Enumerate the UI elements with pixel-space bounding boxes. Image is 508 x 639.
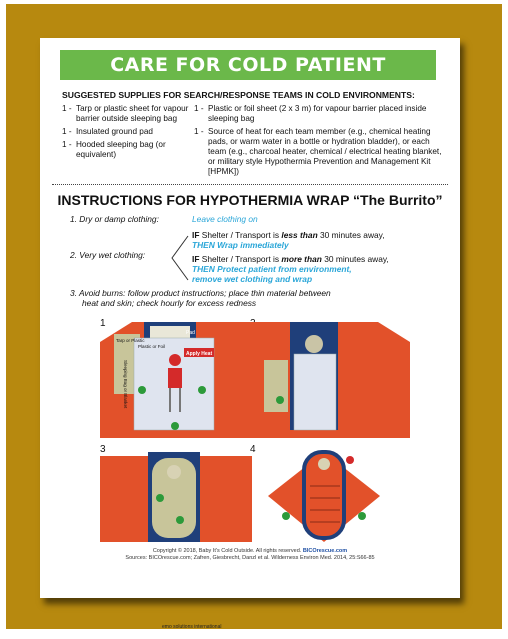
svg-text:Sleeping Bag or Blanket: Sleeping Bag or Blanket: [123, 360, 128, 409]
patient-torso: [168, 368, 182, 388]
step3-line2: heat and skin; check hourly for excess redness: [82, 298, 257, 308]
step1-action: Leave clothing on: [192, 214, 258, 224]
step2-label: 2. Very wet clothing:: [70, 250, 146, 260]
arrow-badge: [282, 512, 290, 520]
supply-item: 1 - Plastic or foil sheet (2 x 3 m) for vapour barrier placed inside sleeping bag: [194, 104, 427, 123]
site-link: BICOrescue.com: [302, 548, 348, 554]
choice-bracket: [168, 234, 190, 282]
step2-option-b-then-2: remove wet clothing and wrap: [192, 274, 313, 284]
dotted-divider: [52, 184, 448, 185]
step1-label: 1. Dry or damp clothing:: [70, 214, 159, 224]
svg-text:Apply Heat: Apply Heat: [186, 351, 213, 357]
panel-number: 1: [100, 318, 106, 329]
arrow-badge: [346, 456, 354, 464]
supply-item: 1 - Source of heat for each team member (e.g., chemical heating pads, or warm water in a bottle or hydration bladder), or each team (e.g., charcoal heater, chemical / electrical heating blanket, or military style Hypothermia Prevention and Management Kit [HPMK]): [194, 127, 442, 176]
arrow-badge: [156, 494, 164, 502]
arrow-badge: [176, 516, 184, 524]
supplies-heading: SUGGESTED SUPPLIES FOR SEARCH/RESPONSE TEAMS IN COLD ENVIRONMENTS:: [62, 90, 415, 100]
step2-option-a: IF Shelter / Transport is less than 30 minutes away,: [192, 230, 385, 240]
step3-line1: 3. Avoid burns: follow product instructions; place thin material between: [70, 288, 331, 298]
supplies-left-column: [62, 104, 192, 163]
svg-text:Pad: Pad: [186, 330, 195, 336]
supplies-right-column: [194, 104, 444, 180]
arrow-badge: [198, 386, 206, 394]
poster-title: CARE FOR COLD PATIENT: [60, 50, 436, 80]
panel4-illustration: [264, 446, 384, 544]
step2-option-a-then: THEN Wrap immediately: [192, 240, 289, 250]
footer: [40, 548, 460, 562]
poster-sheet: [40, 38, 460, 630]
supply-item: 1 - Insulated ground pad: [62, 127, 153, 136]
supply-item: 1 - Tarp or plastic sheet for vapour barrier outside sleeping bag: [62, 104, 189, 123]
instructions-title: INSTRUCTIONS FOR HYPOTHERMIA WRAP “The Burrito”: [57, 192, 443, 208]
panel1-illustration: [100, 320, 252, 440]
arrow-badge: [358, 512, 366, 520]
panel-number: 3: [100, 444, 106, 455]
svg-text:Plastic or Foil: Plastic or Foil: [138, 344, 166, 349]
sources: Sources: BICOrescue.com; Zafren, Giesbrecht, Danzl et al. Wilderness Environ Med. 2014, 25:S66-85: [125, 555, 375, 561]
svg-text:Tarp or Plastic: Tarp or Plastic: [116, 338, 145, 343]
arrow-badge: [138, 386, 146, 394]
panel3-illustration: [100, 446, 252, 544]
panel2-illustration: [250, 320, 410, 440]
panel-number: 4: [250, 444, 256, 455]
patient-head: [169, 354, 181, 366]
supply-item: 1 - Hooded sleeping bag (or equivalent): [62, 140, 166, 159]
bottom-label: emo solutions international: [162, 624, 222, 630]
arrow-badge: [276, 396, 284, 404]
step2-option-b: IF Shelter / Transport is more than 30 minutes away,: [192, 254, 389, 264]
step2-option-b-then: THEN Protect patient from environment,: [192, 264, 352, 274]
copyright: Copyright © 2018, Baby It's Cold Outside. All rights reserved.: [152, 548, 302, 554]
arrow-badge: [171, 422, 179, 430]
